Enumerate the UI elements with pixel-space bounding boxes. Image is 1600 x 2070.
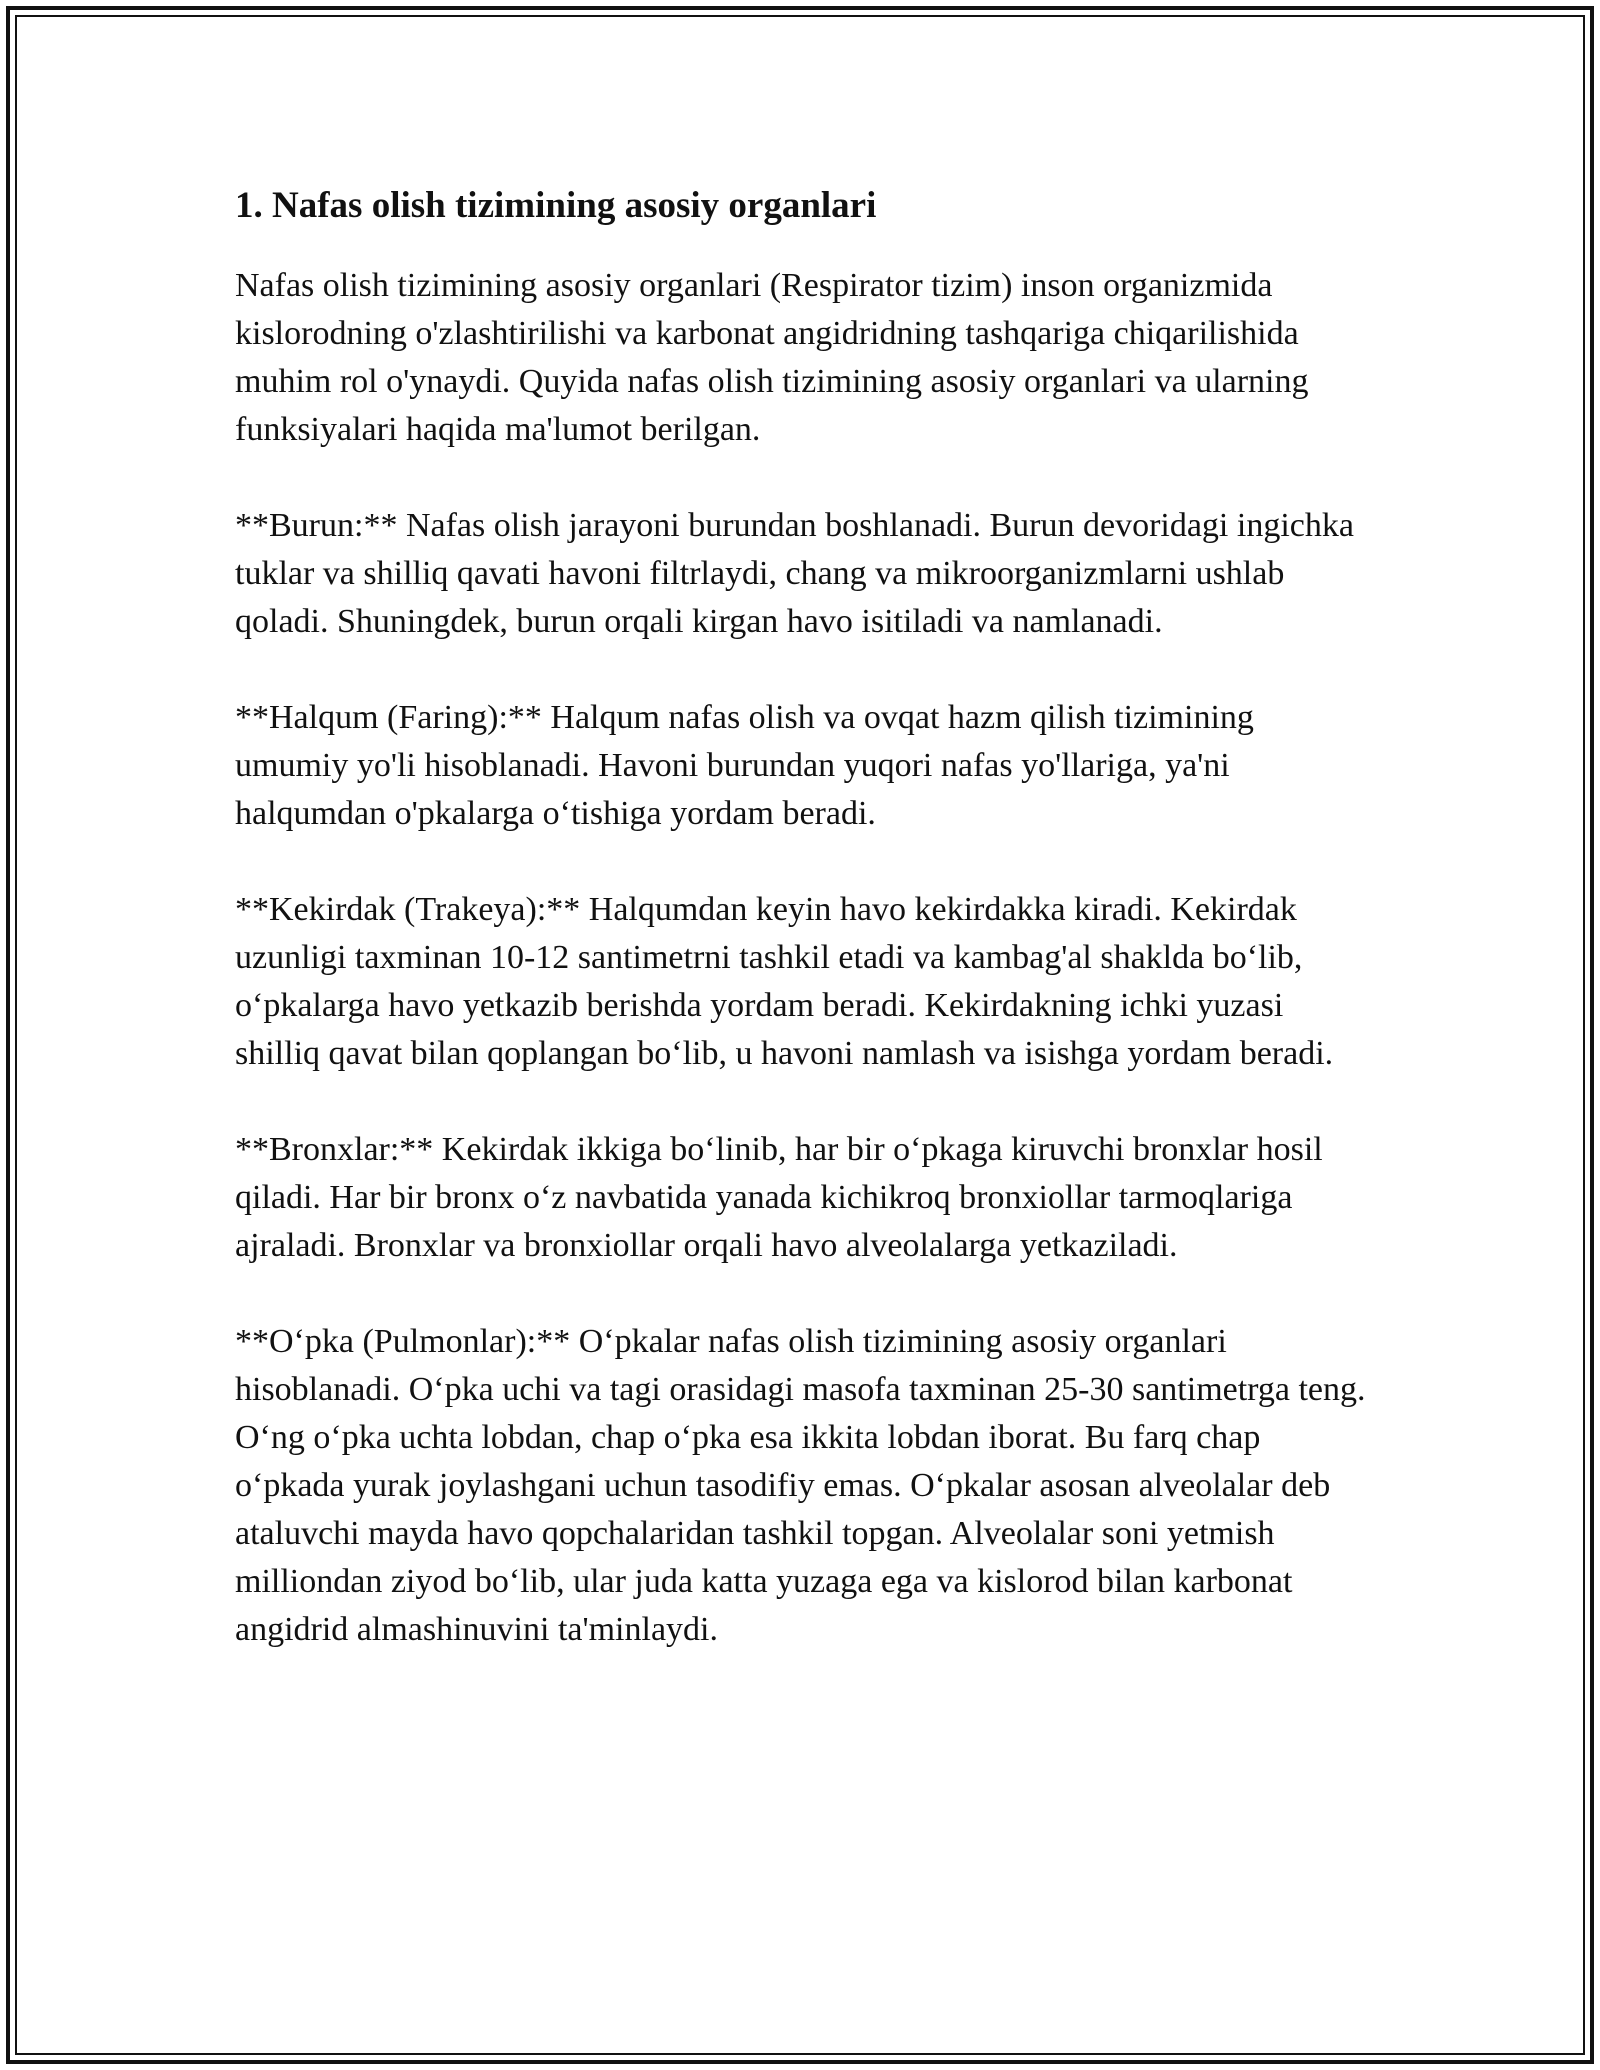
paragraph-bronxlar: **Bronxlar:** Kekirdak ikkiga bo‘linib, har bir o‘pkaga kiruvchi bronxlar hosil qiladi. Har bir bronx o‘z navbatida yanada kichikroq bronxiollar tarmoqlariga ajraladi. Bronxlar va bronxiollar orqali havo alveolalarga yetkaziladi. bbox=[235, 1131, 1323, 1264]
paragraph-halqum: **Halqum (Faring):** Halqum nafas olish va ovqat hazm qilish tizimining umumiy yo'li hisoblanadi. Havoni burundan yuqori nafas yo'llariga, ya'ni halqumdan o'pkalarga o‘tishiga yordam beradi. bbox=[235, 699, 1254, 832]
paragraph-opka: **O‘pka (Pulmonlar):** O‘pkalar nafas olish tizimining asosiy organlari hisoblanadi. O‘pka uchi va tagi orasidagi masofa taxminan 25-30 santimetrga teng. O‘ng o‘pka uchta lobdan, chap o‘pka esa ikkita lobdan iborat. Bu farq chap o‘pkada yurak joylashgani uchun tasodifiy emas. O‘pkalar asosan alveolalar deb ataluvchi mayda havo qopchalaridan tashkil topgan. Alveolalar soni yetmish milliondan ziyod bo‘lib, ular juda katta yuzaga ega va kislorod bilan karbonat angidrid almashinuvini ta'minlaydi. bbox=[235, 1323, 1366, 1648]
paragraph-intro: Nafas olish tizimining asosiy organlari (Respirator tizim) inson organizmida kislorodning o'zlashtirilishi va karbonat angidridning tashqariga chiqarilishida muhim rol o'ynaydi. Quyida nafas olish tizimining asosiy organlari va ularning funksiyalari haqida ma'lumot berilgan. bbox=[235, 267, 1309, 448]
document-heading: 1. Nafas olish tizimining asosiy organlari bbox=[235, 185, 877, 226]
paragraph-burun: **Burun:** Nafas olish jarayoni burundan boshlanadi. Burun devoridagi ingichka tuklar va shilliq qavati havoni filtrlaydi, chang va mikroorganizmlarni ushlab qoladi. Shuningdek, burun orqali kirgan havo isitiladi va namlanadi. bbox=[235, 507, 1354, 640]
document-body bbox=[235, 180, 1375, 1702]
paragraph-kekirdak: **Kekirdak (Trakeya):** Halqumdan keyin havo kekirdakka kiradi. Kekirdak uzunligi taxminan 10-12 santimetrni tashkil etadi va kambag'al shaklda bo‘lib, o‘pkalarga havo yetkazib berishda yordam beradi. Kekirdakning ichki yuzasi shilliq qavat bilan qoplangan bo‘lib, u havoni namlash va isishga yordam beradi. bbox=[235, 891, 1334, 1072]
